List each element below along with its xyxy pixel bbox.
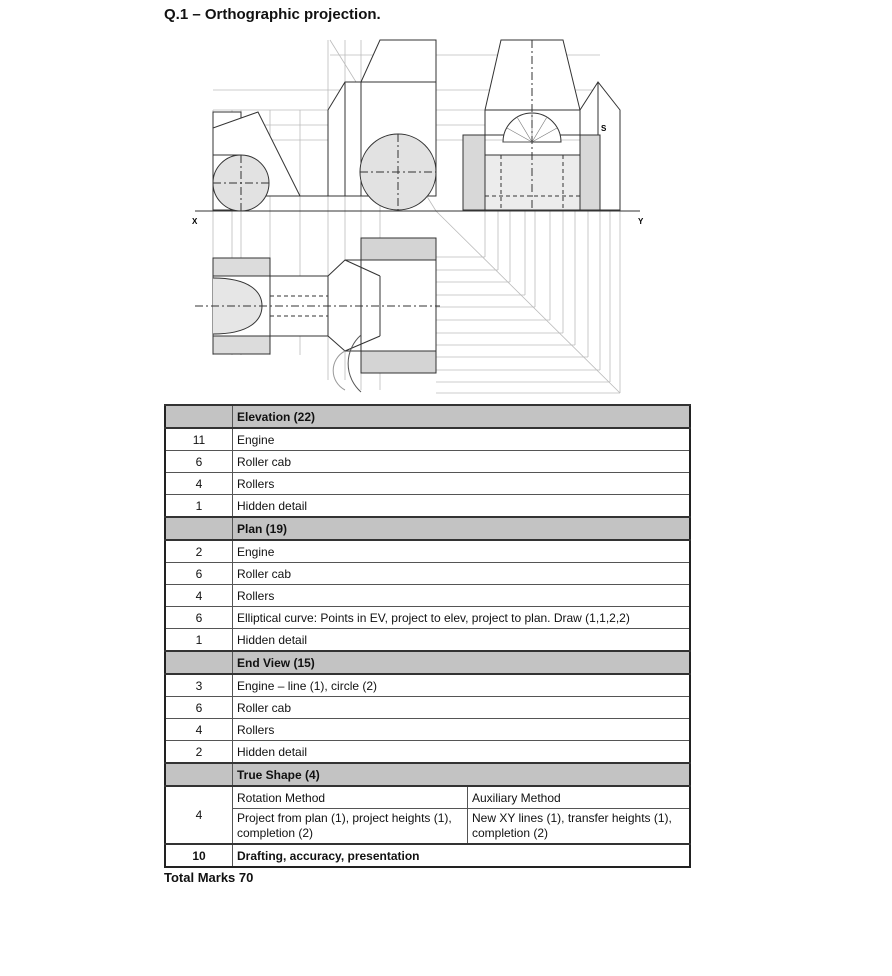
item-cell: Rollers xyxy=(233,585,691,607)
elevation-view xyxy=(213,40,436,211)
auxiliary-detail-cell: New XY lines (1), transfer heights (1), completion (2) xyxy=(468,809,691,845)
s-label: S xyxy=(601,124,607,133)
mark-cell: 2 xyxy=(165,540,233,563)
mark-cell: 2 xyxy=(165,741,233,764)
end-view xyxy=(463,40,620,210)
item-cell: Engine xyxy=(233,540,691,563)
mark-cell: 3 xyxy=(165,674,233,697)
total-marks: Total Marks 70 xyxy=(164,870,254,885)
table-row xyxy=(165,697,690,719)
table-row xyxy=(165,585,690,607)
mark-cell: 6 xyxy=(165,697,233,719)
item-cell: Engine xyxy=(233,428,691,451)
mark-cell: 4 xyxy=(165,719,233,741)
mark-cell: 10 xyxy=(165,844,233,867)
item-cell: Rollers xyxy=(233,473,691,495)
item-cell: Hidden detail xyxy=(233,495,691,518)
x-label: X xyxy=(192,217,198,226)
section-title: End View (15) xyxy=(233,651,691,674)
plan-view xyxy=(195,238,440,392)
section-true-shape xyxy=(165,763,690,786)
item-cell: Engine – line (1), circle (2) xyxy=(233,674,691,697)
table-row xyxy=(165,786,690,809)
table-row xyxy=(165,809,690,845)
item-cell: Roller cab xyxy=(233,451,691,473)
mark-cell: 1 xyxy=(165,495,233,518)
rotation-method-cell: Rotation Method xyxy=(233,786,468,809)
mark-cell: 4 xyxy=(165,786,233,844)
mark-cell: 6 xyxy=(165,607,233,629)
mark-cell: 4 xyxy=(165,473,233,495)
item-cell: Hidden detail xyxy=(233,741,691,764)
mark-cell: 6 xyxy=(165,451,233,473)
y-label: Y xyxy=(638,217,644,226)
item-cell: Roller cab xyxy=(233,697,691,719)
section-end-view xyxy=(165,651,690,674)
section-elevation xyxy=(165,405,690,428)
table-row xyxy=(165,540,690,563)
table-row xyxy=(165,629,690,652)
section-title: Plan (19) xyxy=(233,517,691,540)
rotation-detail-cell: Project from plan (1), project heights (1), completion (2) xyxy=(233,809,468,845)
mark-cell: 11 xyxy=(165,428,233,451)
table-row-final xyxy=(165,844,690,867)
marks-table xyxy=(164,404,691,868)
table-row xyxy=(165,495,690,518)
item-cell: Drafting, accuracy, presentation xyxy=(233,844,691,867)
item-cell: Roller cab xyxy=(233,563,691,585)
section-title: Elevation (22) xyxy=(233,405,691,428)
section-title: True Shape (4) xyxy=(233,763,691,786)
mark-cell: 1 xyxy=(165,629,233,652)
table-row xyxy=(165,563,690,585)
table-row xyxy=(165,719,690,741)
item-cell: Rollers xyxy=(233,719,691,741)
table-row xyxy=(165,741,690,764)
mark-cell: 6 xyxy=(165,563,233,585)
table-row xyxy=(165,674,690,697)
item-cell: Hidden detail xyxy=(233,629,691,652)
mark-cell: 4 xyxy=(165,585,233,607)
page-title: Q.1 – Orthographic projection. xyxy=(164,6,381,23)
table-row xyxy=(165,473,690,495)
item-cell: Elliptical curve: Points in EV, project to elev, project to plan. Draw (1,1,2,2) xyxy=(233,607,691,629)
section-plan xyxy=(165,517,690,540)
table-row xyxy=(165,607,690,629)
auxiliary-method-cell: Auxiliary Method xyxy=(468,786,691,809)
table-row xyxy=(165,428,690,451)
table-row xyxy=(165,451,690,473)
orthographic-drawing xyxy=(0,0,892,400)
